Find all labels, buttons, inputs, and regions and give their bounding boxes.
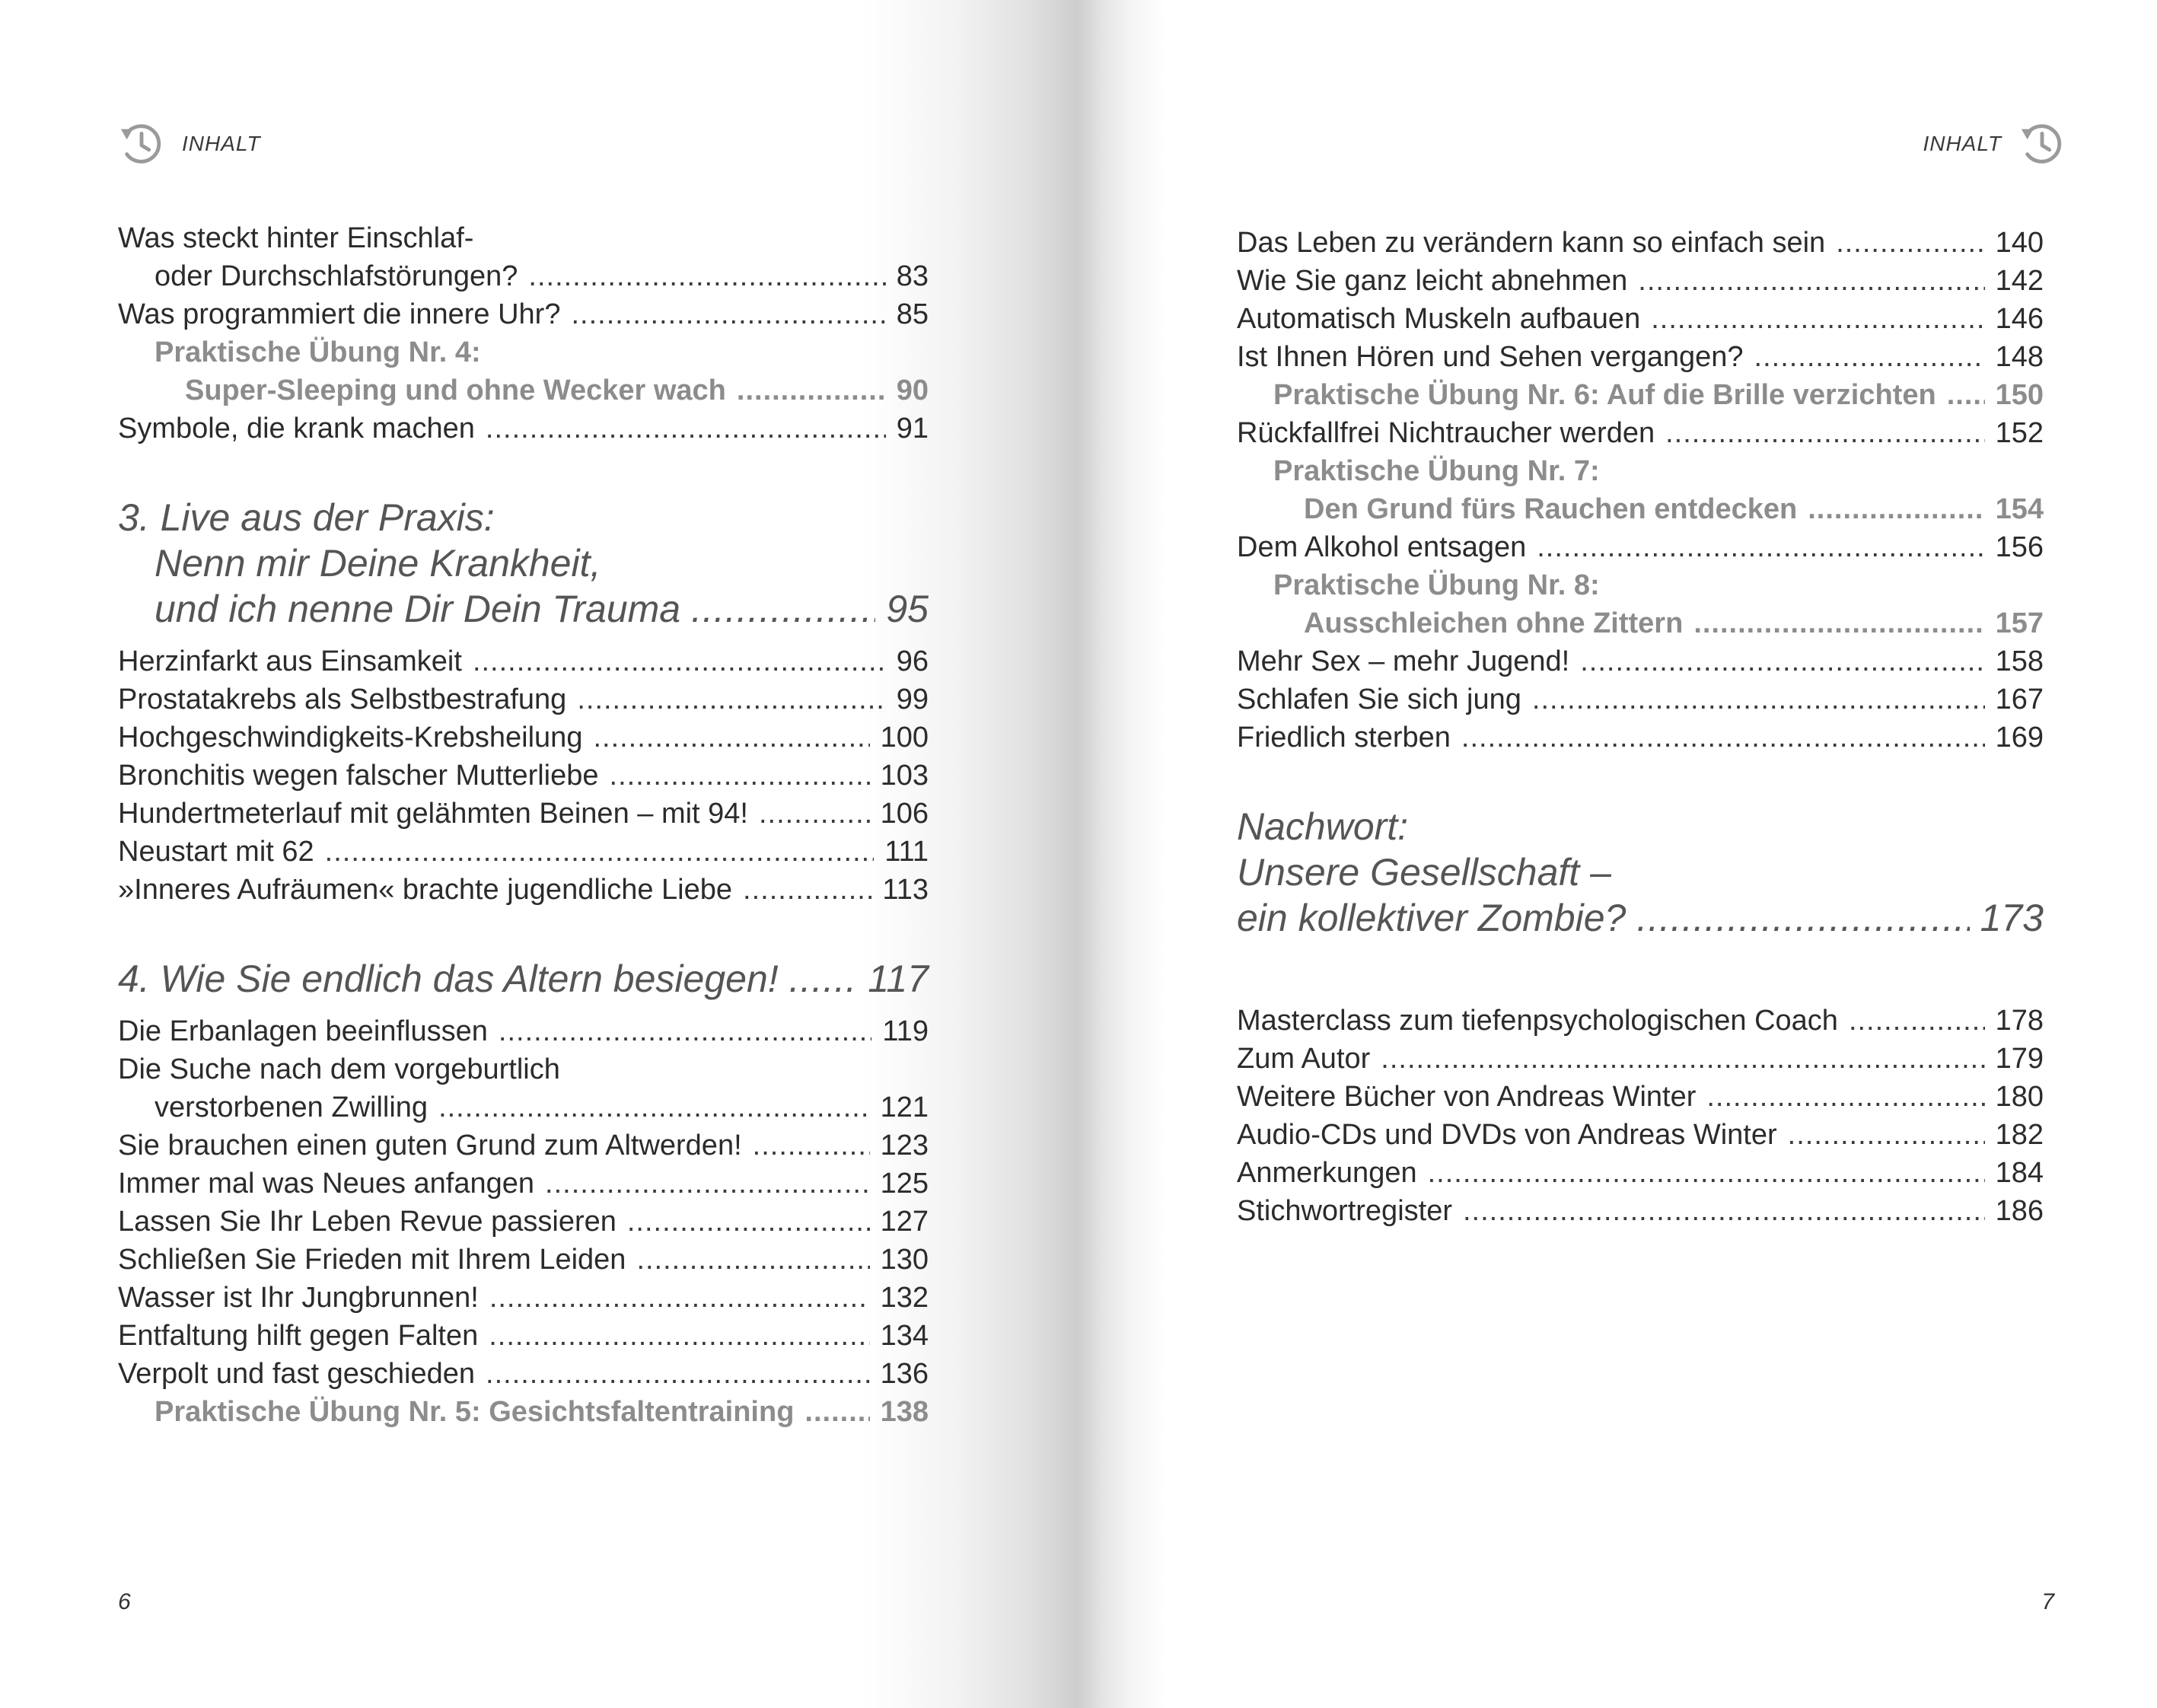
toc-entry[interactable] <box>118 1279 929 1317</box>
toc-title: Herzinfarkt aus Einsamkeit <box>118 645 462 677</box>
chapter-title: ein kollektiver Zombie? <box>1237 897 1627 939</box>
chapter-title: Unsere Gesellschaft – <box>1237 851 1611 894</box>
toc-entry[interactable] <box>118 1165 929 1203</box>
toc-entry[interactable] <box>118 680 929 719</box>
toc-entry[interactable] <box>1237 1002 2044 1040</box>
toc-title: Wasser ist Ihr Jungbrunnen! <box>118 1282 479 1314</box>
toc-title: Dem Alkohol entsagen <box>1237 531 1527 563</box>
toc-title: Super-Sleeping und ohne Wecker wach <box>185 374 726 406</box>
toc-title: Die Erbanlagen beeinflussen <box>118 1015 488 1047</box>
toc-page: 91 <box>896 413 929 445</box>
toc-title: Wie Sie ganz leicht abnehmen <box>1237 265 1628 297</box>
toc-title: Rückfallfrei Nichtraucher werden <box>1237 417 1655 449</box>
toc-page: 138 <box>880 1396 929 1428</box>
toc-title: Mehr Sex – mehr Jugend! <box>1237 645 1570 677</box>
toc-entry[interactable] <box>1237 1116 2044 1154</box>
toc-title: Was steckt hinter Einschlaf- <box>118 222 474 254</box>
toc-entry[interactable] <box>118 1355 929 1393</box>
header-label: INHALT <box>1923 132 2002 155</box>
toc-entry[interactable] <box>1237 300 2044 338</box>
toc-entry[interactable] <box>118 1012 929 1050</box>
toc-page: 123 <box>880 1130 929 1162</box>
toc-entry[interactable] <box>118 1203 929 1241</box>
toc-title: Praktische Übung Nr. 4: <box>155 336 481 368</box>
toc-entry[interactable] <box>118 757 929 795</box>
toc-page: 113 <box>882 874 929 906</box>
toc-entry[interactable] <box>1237 642 2044 680</box>
toc-exercise-entry[interactable] <box>1237 452 2044 528</box>
toc-title: Anmerkungen <box>1237 1157 1417 1189</box>
toc-title: verstorbenen Zwilling <box>155 1091 429 1123</box>
toc-title: Entfaltung hilft gegen Falten <box>118 1320 479 1352</box>
toc-title: »Inneres Aufräumen« brachte jugendliche Liebe <box>118 874 733 906</box>
history-clock-icon <box>118 120 165 167</box>
toc-exercise-entry[interactable] <box>1237 376 2044 414</box>
toc-page: 96 <box>896 645 929 677</box>
chapter-heading[interactable] <box>1237 804 2044 941</box>
toc-entry[interactable] <box>118 219 929 295</box>
toc-page: 156 <box>1995 531 2044 563</box>
toc-entry[interactable] <box>118 1317 929 1355</box>
toc-title: Stichwortregister <box>1237 1195 1452 1227</box>
chapter-title: und ich nenne Dir Dein Trauma <box>155 588 681 630</box>
toc-page: 119 <box>882 1015 929 1047</box>
toc-page: 142 <box>1995 265 2044 297</box>
toc-page: 186 <box>1995 1195 2044 1227</box>
toc-entry[interactable] <box>118 719 929 757</box>
toc-title: Praktische Übung Nr. 8: <box>1273 569 1600 601</box>
toc-page: 167 <box>1995 684 2044 715</box>
toc-page: 158 <box>1995 645 2044 677</box>
toc-title: Das Leben zu verändern kann so einfach sein <box>1237 227 1826 259</box>
history-clock-icon <box>2018 120 2066 167</box>
right-header <box>1923 120 2066 167</box>
toc-title: Immer mal was Neues anfangen <box>118 1168 535 1200</box>
left-page <box>0 0 1078 1708</box>
toc-entry[interactable] <box>118 295 929 333</box>
toc-title: Sie brauchen einen guten Grund zum Altwerden! <box>118 1130 742 1162</box>
toc-page: 178 <box>1995 1005 2044 1037</box>
chapter-title: 3. Live aus der Praxis: <box>118 496 495 539</box>
toc-entry[interactable] <box>1237 338 2044 376</box>
toc-title: Ist Ihnen Hören und Sehen vergangen? <box>1237 341 1744 373</box>
toc-title: Symbole, die krank machen <box>118 413 475 445</box>
toc-entry[interactable] <box>1237 1078 2044 1116</box>
toc-page: 154 <box>1995 493 2044 525</box>
toc-page: 121 <box>880 1091 929 1123</box>
toc-title: Die Suche nach dem vorgeburtlich <box>118 1053 560 1085</box>
toc-title: Zum Autor <box>1237 1043 1371 1075</box>
toc-entry[interactable] <box>1237 680 2044 719</box>
toc-entry[interactable] <box>1237 1192 2044 1230</box>
toc-title: Prostatakrebs als Selbstbestrafung <box>118 684 567 715</box>
chapter-page: 117 <box>868 958 929 1000</box>
toc-page: 157 <box>1995 607 2044 639</box>
page-number: 7 <box>2041 1589 2054 1614</box>
toc-exercise-entry[interactable] <box>1237 566 2044 642</box>
toc-page: 184 <box>1995 1157 2044 1189</box>
left-header <box>118 120 261 167</box>
toc-page: 106 <box>880 798 929 830</box>
toc-page: 136 <box>880 1358 929 1390</box>
toc-exercise-entry[interactable] <box>118 333 929 409</box>
toc-title: Praktische Übung Nr. 7: <box>1273 455 1600 487</box>
toc-page: 150 <box>1995 379 2044 411</box>
toc-entry[interactable] <box>118 833 929 871</box>
toc-page: 99 <box>896 684 929 715</box>
toc-page: 127 <box>880 1206 929 1238</box>
toc-right <box>1237 224 2044 1230</box>
chapter-heading[interactable] <box>118 956 929 1002</box>
toc-entry[interactable] <box>1237 528 2044 566</box>
toc-page: 85 <box>896 298 929 330</box>
toc-entry[interactable] <box>1237 719 2044 757</box>
toc-title: Masterclass zum tiefenpsychologischen Coach <box>1237 1005 1838 1037</box>
page-number: 6 <box>118 1589 131 1614</box>
toc-title: Schlafen Sie sich jung <box>1237 684 1521 715</box>
toc-title: Hochgeschwindigkeits-Krebsheilung <box>118 722 583 754</box>
toc-page: 83 <box>896 260 929 292</box>
toc-title: Schließen Sie Frieden mit Ihrem Leiden <box>118 1244 626 1276</box>
toc-page: 125 <box>880 1168 929 1200</box>
toc-title: Automatisch Muskeln aufbauen <box>1237 303 1641 335</box>
toc-page: 140 <box>1995 227 2044 259</box>
toc-entry[interactable] <box>118 1050 929 1126</box>
chapter-page: 95 <box>886 588 929 630</box>
toc-page: 148 <box>1995 341 2044 373</box>
toc-entry[interactable] <box>1237 1154 2044 1192</box>
toc-entry[interactable] <box>1237 1040 2044 1078</box>
toc-title: Hundertmeterlauf mit gelähmten Beinen – mit 94! <box>118 798 748 830</box>
toc-page: 182 <box>1995 1119 2044 1151</box>
toc-title: Weitere Bücher von Andreas Winter <box>1237 1081 1697 1113</box>
toc-page: 146 <box>1995 303 2044 335</box>
toc-entry[interactable] <box>118 1241 929 1279</box>
toc-entry[interactable] <box>1237 224 2044 262</box>
toc-title: Den Grund fürs Rauchen entdecken <box>1304 493 1798 525</box>
toc-left <box>118 219 929 1431</box>
toc-exercise-entry[interactable] <box>118 1393 929 1431</box>
toc-title: oder Durchschlafstörungen? <box>155 260 518 292</box>
toc-page: 134 <box>880 1320 929 1352</box>
toc-entry[interactable] <box>1237 262 2044 300</box>
toc-entry[interactable] <box>1237 414 2044 452</box>
toc-page: 111 <box>884 836 929 868</box>
toc-page: 179 <box>1995 1043 2044 1075</box>
toc-title: Audio-CDs und DVDs von Andreas Winter <box>1237 1119 1777 1151</box>
toc-title: Ausschleichen ohne Zittern <box>1304 607 1684 639</box>
toc-title: Lassen Sie Ihr Leben Revue passieren <box>118 1206 617 1238</box>
toc-title: Was programmiert die innere Uhr? <box>118 298 561 330</box>
toc-page: 152 <box>1995 417 2044 449</box>
toc-page: 100 <box>880 722 929 754</box>
toc-entry[interactable] <box>118 1126 929 1165</box>
chapter-title: 4. Wie Sie endlich das Altern besiegen! <box>118 958 779 1000</box>
toc-title: Bronchitis wegen falscher Mutterliebe <box>118 760 599 792</box>
chapter-heading[interactable] <box>118 495 929 632</box>
toc-title: Praktische Übung Nr. 6: Auf die Brille verzichten <box>1273 379 1936 411</box>
toc-entry[interactable] <box>118 795 929 833</box>
toc-title: Verpolt und fast geschieden <box>118 1358 476 1390</box>
toc-entry[interactable] <box>118 871 929 909</box>
toc-title: Neustart mit 62 <box>118 836 314 868</box>
toc-page: 132 <box>880 1282 929 1314</box>
toc-page: 103 <box>880 760 929 792</box>
chapter-title: Nachwort: <box>1237 805 1409 848</box>
toc-title: Praktische Übung Nr. 5: Gesichtsfaltentraining <box>155 1396 795 1428</box>
header-label: INHALT <box>182 132 261 155</box>
toc-page: 90 <box>896 374 929 406</box>
toc-page: 180 <box>1995 1081 2044 1113</box>
toc-page: 130 <box>880 1244 929 1276</box>
toc-title: Friedlich sterben <box>1237 722 1451 754</box>
toc-entry[interactable] <box>118 409 929 448</box>
toc-page: 169 <box>1995 722 2044 754</box>
chapter-page: 173 <box>1980 897 2044 939</box>
toc-entry[interactable] <box>118 642 929 680</box>
chapter-title: Nenn mir Deine Krankheit, <box>155 542 601 585</box>
